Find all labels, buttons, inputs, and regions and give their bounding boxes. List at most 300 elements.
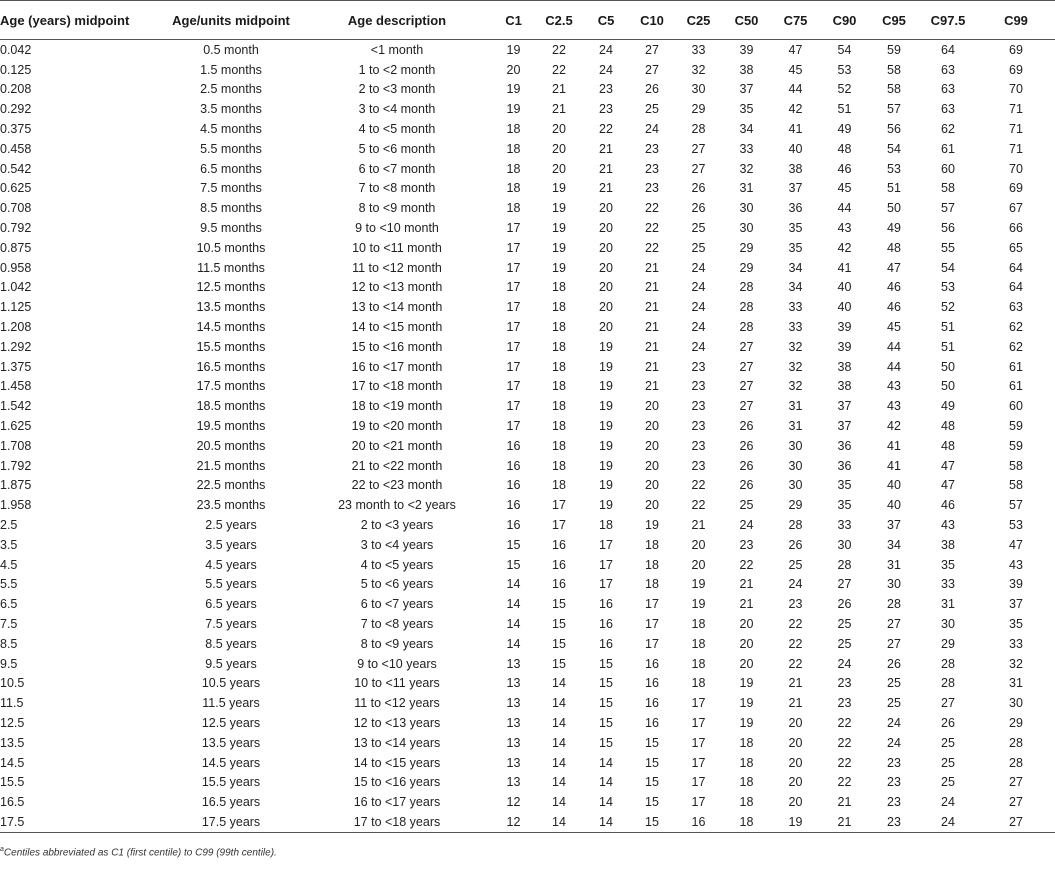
table-cell: 35 — [739, 102, 754, 117]
table-cell: 26 — [941, 715, 955, 730]
table-cell: 27 — [1009, 814, 1023, 829]
table-cell: 25 — [691, 240, 706, 255]
table-cell: 23 — [691, 458, 706, 473]
table-cell: 17 — [691, 755, 706, 770]
table-cell: 29 — [941, 636, 955, 651]
table-cell: 19 — [599, 419, 613, 434]
table-row — [0, 139, 1055, 159]
table-cell: 53 — [887, 161, 901, 176]
table-cell: 59 — [1009, 438, 1023, 453]
table-cell: 17 — [599, 577, 613, 592]
table-cell: 46 — [887, 300, 901, 315]
table-cell: 9 to <10 years — [357, 656, 437, 671]
table-cell: 21 — [645, 320, 659, 335]
table-cell: 32 — [788, 359, 803, 374]
table-cell: 40 — [837, 280, 852, 295]
table-cell: 45 — [788, 62, 803, 77]
table-cell: 50 — [941, 359, 955, 374]
table-cell: 52 — [837, 82, 852, 97]
column-header: C5 — [597, 12, 615, 28]
table-row — [0, 594, 1055, 614]
table-cell: 17 — [691, 795, 706, 810]
column-header: C99 — [1004, 12, 1028, 28]
table-cell: 23 — [691, 359, 706, 374]
table-row — [0, 337, 1055, 357]
table-cell: 18 — [739, 795, 754, 810]
table-cell: 63 — [941, 82, 955, 97]
table-cell: 26 — [691, 201, 706, 216]
table-cell: 17 to <18 month — [351, 379, 443, 394]
table-cell: 51 — [941, 339, 955, 354]
table-cell: 12.5 — [0, 715, 25, 730]
table-row — [0, 733, 1055, 753]
table-cell: 4 to <5 years — [360, 557, 434, 572]
table-cell: 44 — [788, 82, 803, 97]
table-cell: 61 — [1009, 359, 1023, 374]
table-cell: 40 — [788, 141, 803, 156]
table-cell: 22 to <23 month — [351, 478, 443, 493]
table-cell: 20 — [788, 735, 803, 750]
table-cell: 23 — [645, 141, 659, 156]
table-cell: 39 — [1009, 577, 1023, 592]
table-cell: 18 — [739, 735, 754, 750]
table-cell: 46 — [887, 280, 901, 295]
table-cell: 47 — [941, 458, 955, 473]
table-cell: 23 — [691, 379, 706, 394]
table-cell: 22 — [788, 656, 803, 671]
table-cell: 18 — [739, 755, 754, 770]
table-cell: 16 — [645, 696, 659, 711]
column-header: C2.5 — [545, 12, 573, 28]
table-cell: 15 to <16 years — [353, 775, 441, 790]
table-cell: 26 — [739, 419, 754, 434]
table-cell: 13 — [506, 656, 521, 671]
table-cell: 22 — [691, 498, 706, 513]
table-cell: 22 — [691, 478, 706, 493]
table-cell: 16 — [552, 557, 566, 572]
table-cell: 22 — [599, 122, 613, 137]
table-cell: 16 — [599, 597, 613, 612]
table-cell: 16 — [506, 498, 521, 513]
table-cell: 43 — [887, 379, 901, 394]
table-cell: 16 — [645, 656, 659, 671]
table-cell: 7.5 years — [205, 617, 257, 631]
column-header: C95 — [882, 12, 906, 28]
table-row — [0, 575, 1055, 595]
table-cell: 16 — [645, 715, 659, 730]
table-cell: 16 — [506, 458, 521, 473]
table-cell: 17 to <18 years — [353, 814, 441, 829]
table-cell: 16.5 months — [196, 359, 266, 374]
table-row — [0, 634, 1055, 654]
table-cell: 9.5 months — [200, 221, 262, 236]
table-cell: 21 — [788, 676, 803, 691]
table-cell: 37 — [739, 82, 754, 97]
table-cell: 18 to <19 month — [351, 399, 443, 414]
table-cell: 64 — [1009, 280, 1023, 295]
table-cell: 15 — [645, 795, 659, 810]
table-cell: 23 — [837, 696, 852, 711]
table-cell: 18 — [645, 577, 659, 592]
table-cell: 7 to <8 month — [358, 181, 436, 196]
table-cell: 44 — [837, 201, 852, 216]
table-cell: 58 — [941, 181, 955, 196]
table-cell: 26 — [645, 82, 659, 97]
table-cell: 23 — [691, 399, 706, 414]
table-cell: 0.542 — [0, 161, 32, 176]
table-cell: 15 — [506, 537, 521, 552]
table-cell: 29 — [739, 240, 754, 255]
table-cell: 18 — [691, 676, 706, 691]
table-cell: 23 — [788, 597, 803, 612]
table-cell: 19 — [599, 478, 613, 493]
table-cell: 34 — [788, 260, 803, 275]
table-cell: 39 — [837, 320, 852, 335]
table-cell: 20 — [599, 320, 613, 335]
table-cell: 18 — [691, 656, 706, 671]
table-cell: 0.292 — [0, 102, 32, 117]
table-cell: 57 — [887, 102, 901, 117]
table-cell: 20 — [552, 161, 566, 176]
table-cell: 20 — [788, 755, 803, 770]
table-cell: 30 — [941, 617, 955, 631]
table-cell: 3 to <4 month — [358, 102, 436, 117]
table-cell: 11.5 years — [202, 696, 260, 711]
column-header: Age (years) midpoint — [0, 12, 130, 28]
table-cell: 22 — [645, 201, 659, 216]
table-cell: 20 to <21 month — [351, 438, 443, 453]
table-cell: 14 — [506, 636, 521, 651]
table-cell: 42 — [887, 419, 901, 434]
table-cell: 27 — [1009, 775, 1023, 790]
table-cell: 28 — [941, 676, 955, 691]
table-cell: 38 — [941, 537, 955, 552]
table-cell: 20 — [599, 280, 613, 295]
table-cell: 23 — [887, 755, 901, 770]
table-cell: 20 — [788, 715, 803, 730]
table-cell: 43 — [837, 221, 852, 236]
table-cell: 17.5 years — [201, 814, 261, 829]
table-cell: 39 — [837, 339, 852, 354]
table-cell: 17 — [506, 300, 521, 315]
table-cell: 17 — [506, 260, 521, 275]
table-cell: 30 — [887, 577, 901, 592]
table-cell: 56 — [887, 122, 901, 137]
table-cell: 0.708 — [0, 201, 32, 216]
table-cell: 53 — [941, 280, 955, 295]
table-cell: 15 — [645, 755, 659, 770]
table-cell: 18 — [552, 320, 566, 335]
table-cell: 32 — [788, 339, 803, 354]
table-cell: 11 to <12 years — [354, 696, 440, 711]
table-cell: 53 — [1009, 518, 1023, 533]
table-cell: 1.125 — [0, 300, 32, 315]
table-cell: 9.5 years — [205, 656, 257, 671]
table-cell: 11 to <12 month — [352, 260, 442, 275]
table-cell: 28 — [941, 656, 955, 671]
table-cell: 28 — [691, 122, 706, 137]
table-cell: 3.5 — [0, 537, 18, 552]
table-cell: 5.5 months — [200, 141, 262, 156]
table-cell: 21 — [837, 814, 852, 829]
table-cell: 20 — [739, 656, 754, 671]
table-cell: 14.5 months — [196, 320, 266, 335]
table-cell: 4 to <5 month — [358, 122, 436, 137]
table-row — [0, 297, 1055, 317]
table-cell: 14 — [506, 597, 521, 612]
table-cell: 16 — [552, 577, 566, 592]
table-cell: 21 — [837, 795, 852, 810]
table-row — [0, 377, 1055, 397]
table-cell: 55 — [941, 240, 955, 255]
table-cell: 33 — [941, 577, 955, 592]
table-row — [0, 119, 1055, 139]
table-cell: 18 — [599, 518, 613, 533]
table-cell: 25 — [691, 221, 706, 236]
table-cell: 18 — [506, 141, 521, 156]
table-cell: 13.5 months — [196, 300, 266, 315]
table-cell: 6.5 years — [205, 597, 257, 612]
table-cell: 20 — [599, 300, 613, 315]
table-cell: 47 — [788, 42, 803, 57]
table-cell: 37 — [837, 419, 852, 434]
table-cell: 17 — [691, 775, 706, 790]
table-cell: 20 — [645, 478, 659, 493]
table-cell: 1.375 — [0, 359, 32, 374]
table-cell: 21 — [788, 696, 803, 711]
table-cell: 21.5 months — [196, 458, 266, 473]
table-cell: 44 — [887, 359, 901, 374]
table-cell: 36 — [788, 201, 803, 216]
table-row — [0, 535, 1055, 555]
table-footnote — [0, 846, 277, 858]
table-cell: 20 — [599, 260, 613, 275]
table-cell: 3.5 years — [205, 537, 257, 552]
table-cell: 26 — [739, 458, 754, 473]
table-cell: 19 — [691, 577, 706, 592]
table-cell: 15 — [599, 715, 613, 730]
table-cell: 19 — [599, 359, 613, 374]
table-cell: 21 — [599, 161, 613, 176]
table-cell: 1.042 — [0, 280, 32, 295]
table-cell: 7.5 — [0, 617, 18, 631]
table-cell: 32 — [691, 62, 706, 77]
table-row — [0, 792, 1055, 812]
table-cell: 22 — [837, 715, 852, 730]
table-cell: 37 — [887, 518, 901, 533]
table-cell: 30 — [788, 478, 803, 493]
table-cell: 41 — [887, 438, 901, 453]
column-header: C25 — [686, 12, 711, 28]
table-cell: 14.5 years — [201, 755, 261, 770]
table-cell: 4.5 years — [205, 557, 257, 572]
table-cell: 63 — [941, 62, 955, 77]
table-cell: 54 — [887, 141, 901, 156]
table-cell: 19 — [739, 715, 754, 730]
table-cell: 27 — [1009, 795, 1023, 810]
table-cell: 19 — [552, 181, 566, 196]
table-cell: 20 — [691, 557, 706, 572]
table-row — [0, 218, 1055, 238]
table-cell: 20 — [739, 617, 754, 631]
table-cell: 69 — [1009, 42, 1023, 57]
table-cell: 23 — [739, 537, 754, 552]
table-cell: 3 to <4 years — [360, 537, 434, 552]
table-cell: 21 — [645, 260, 659, 275]
table-cell: 33 — [691, 42, 706, 57]
table-cell: 3.5 months — [200, 102, 262, 117]
table-cell: 27 — [645, 62, 659, 77]
table-cell: 6.5 — [0, 597, 18, 612]
table-cell: 22 — [788, 636, 803, 651]
table-cell: 22 — [645, 240, 659, 255]
table-cell: 17.5 — [0, 814, 25, 829]
table-cell: 24 — [691, 339, 706, 354]
table-cell: 9 to <10 month — [355, 221, 439, 236]
table-row — [0, 317, 1055, 337]
table-cell: 13 to <14 month — [351, 300, 443, 315]
table-cell: 49 — [837, 122, 852, 137]
table-cell: 20 — [506, 62, 521, 77]
table-cell: 20 — [599, 221, 613, 236]
table-cell: 27 — [691, 141, 706, 156]
table-cell: 23 — [599, 82, 613, 97]
table-cell: 24 — [599, 42, 613, 57]
table-cell: 15 to <16 month — [351, 339, 443, 354]
table-cell: 12 to <13 month — [351, 280, 443, 295]
table-cell: 2 to <3 years — [360, 518, 434, 533]
table-cell: 8.5 years — [205, 636, 257, 651]
table-cell: 24 — [739, 518, 754, 533]
table-row — [0, 693, 1055, 713]
table-cell: 19 — [552, 240, 566, 255]
table-cell: 5 to <6 years — [360, 577, 434, 592]
table-row — [0, 258, 1055, 278]
table-cell: 15 — [552, 617, 566, 631]
table-row — [0, 436, 1055, 456]
table-cell: 17 — [506, 359, 521, 374]
table-cell: 18 — [506, 161, 521, 176]
table-row — [0, 495, 1055, 515]
table-cell: 8.5 — [0, 636, 18, 651]
table-cell: 14 — [552, 814, 566, 829]
table-cell: 0.458 — [0, 141, 32, 156]
table-cell: 13.5 years — [201, 735, 261, 750]
table-cell: 28 — [788, 518, 803, 533]
table-cell: 54 — [837, 42, 852, 57]
table-cell: 24 — [691, 320, 706, 335]
table-cell: 28 — [1009, 735, 1023, 750]
table-cell: 30 — [837, 537, 852, 552]
table-cell: 22 — [552, 62, 566, 77]
table-cell: 25 — [941, 755, 955, 770]
table-cell: 51 — [837, 102, 852, 117]
column-header: Age/units midpoint — [172, 12, 290, 28]
table-cell: 19 — [599, 379, 613, 394]
table-cell: <1 month — [370, 42, 424, 57]
table-cell: 13 — [506, 755, 521, 770]
table-cell: 23 — [691, 438, 706, 453]
table-cell: 23.5 months — [196, 498, 266, 513]
table-row — [0, 713, 1055, 733]
table-row — [0, 476, 1055, 496]
table-row — [0, 396, 1055, 416]
table-cell: 32 — [788, 379, 803, 394]
table-cell: 61 — [941, 141, 955, 156]
table-cell: 62 — [1009, 339, 1023, 354]
table-cell: 16 — [645, 676, 659, 691]
table-cell: 21 — [599, 181, 613, 196]
table-cell: 19 — [506, 42, 521, 57]
table-cell: 20 — [645, 438, 659, 453]
table-cell: 16 — [599, 617, 613, 631]
table-cell: 23 — [837, 676, 852, 691]
table-cell: 62 — [941, 122, 955, 137]
table-cell: 16.5 — [0, 795, 25, 810]
table-cell: 12 — [506, 795, 521, 810]
table-cell: 19 — [739, 676, 754, 691]
table-cell: 8 to <9 years — [360, 636, 434, 651]
table-cell: 20 — [552, 141, 566, 156]
table-cell: 38 — [739, 62, 754, 77]
table-cell: 27 — [739, 379, 754, 394]
table-cell: 50 — [941, 379, 955, 394]
table-cell: 46 — [837, 161, 852, 176]
table-cell: 51 — [887, 181, 901, 196]
table-cell: 24 — [788, 577, 803, 592]
table-cell: 19 — [599, 438, 613, 453]
table-cell: 18 — [552, 280, 566, 295]
table-cell: 21 — [645, 300, 659, 315]
table-cell: 38 — [837, 379, 852, 394]
table-cell: 16 — [599, 636, 613, 651]
table-cell: 19 — [599, 339, 613, 354]
table-cell: 14 — [552, 715, 566, 730]
table-row — [0, 772, 1055, 792]
table-cell: 17 — [599, 557, 613, 572]
table-row — [0, 555, 1055, 575]
table-cell: 51 — [941, 320, 955, 335]
table-cell: 41 — [837, 260, 852, 275]
table-cell: 0.958 — [0, 260, 32, 275]
table-cell: 30 — [1009, 696, 1023, 711]
table-cell: 19 — [552, 221, 566, 236]
table-cell: 17 — [645, 617, 659, 631]
table-body — [0, 40, 1055, 833]
table-cell: 1.5 months — [200, 62, 262, 77]
table-cell: 0.875 — [0, 240, 32, 255]
table-cell: 28 — [837, 557, 852, 572]
table-cell: 6 to <7 years — [360, 597, 434, 612]
table-cell: 70 — [1009, 82, 1023, 97]
table-cell: 24 — [645, 122, 659, 137]
column-header: C10 — [640, 12, 664, 28]
table-cell: 19 — [599, 498, 613, 513]
table-cell: 67 — [1009, 201, 1023, 216]
table-cell: 1.542 — [0, 399, 32, 414]
table-cell: 21 — [691, 518, 706, 533]
table-cell: 17 — [506, 221, 521, 236]
table-cell: 17 — [506, 320, 521, 335]
table-cell: 16 — [506, 438, 521, 453]
table-cell: 20 — [552, 122, 566, 137]
table-cell: 4.5 — [0, 557, 18, 572]
table-cell: 19 — [788, 814, 803, 829]
table-cell: 22 — [837, 735, 852, 750]
table-cell: 43 — [1009, 557, 1023, 572]
table-cell: 21 — [599, 141, 613, 156]
table-cell: 10.5 — [0, 676, 25, 691]
